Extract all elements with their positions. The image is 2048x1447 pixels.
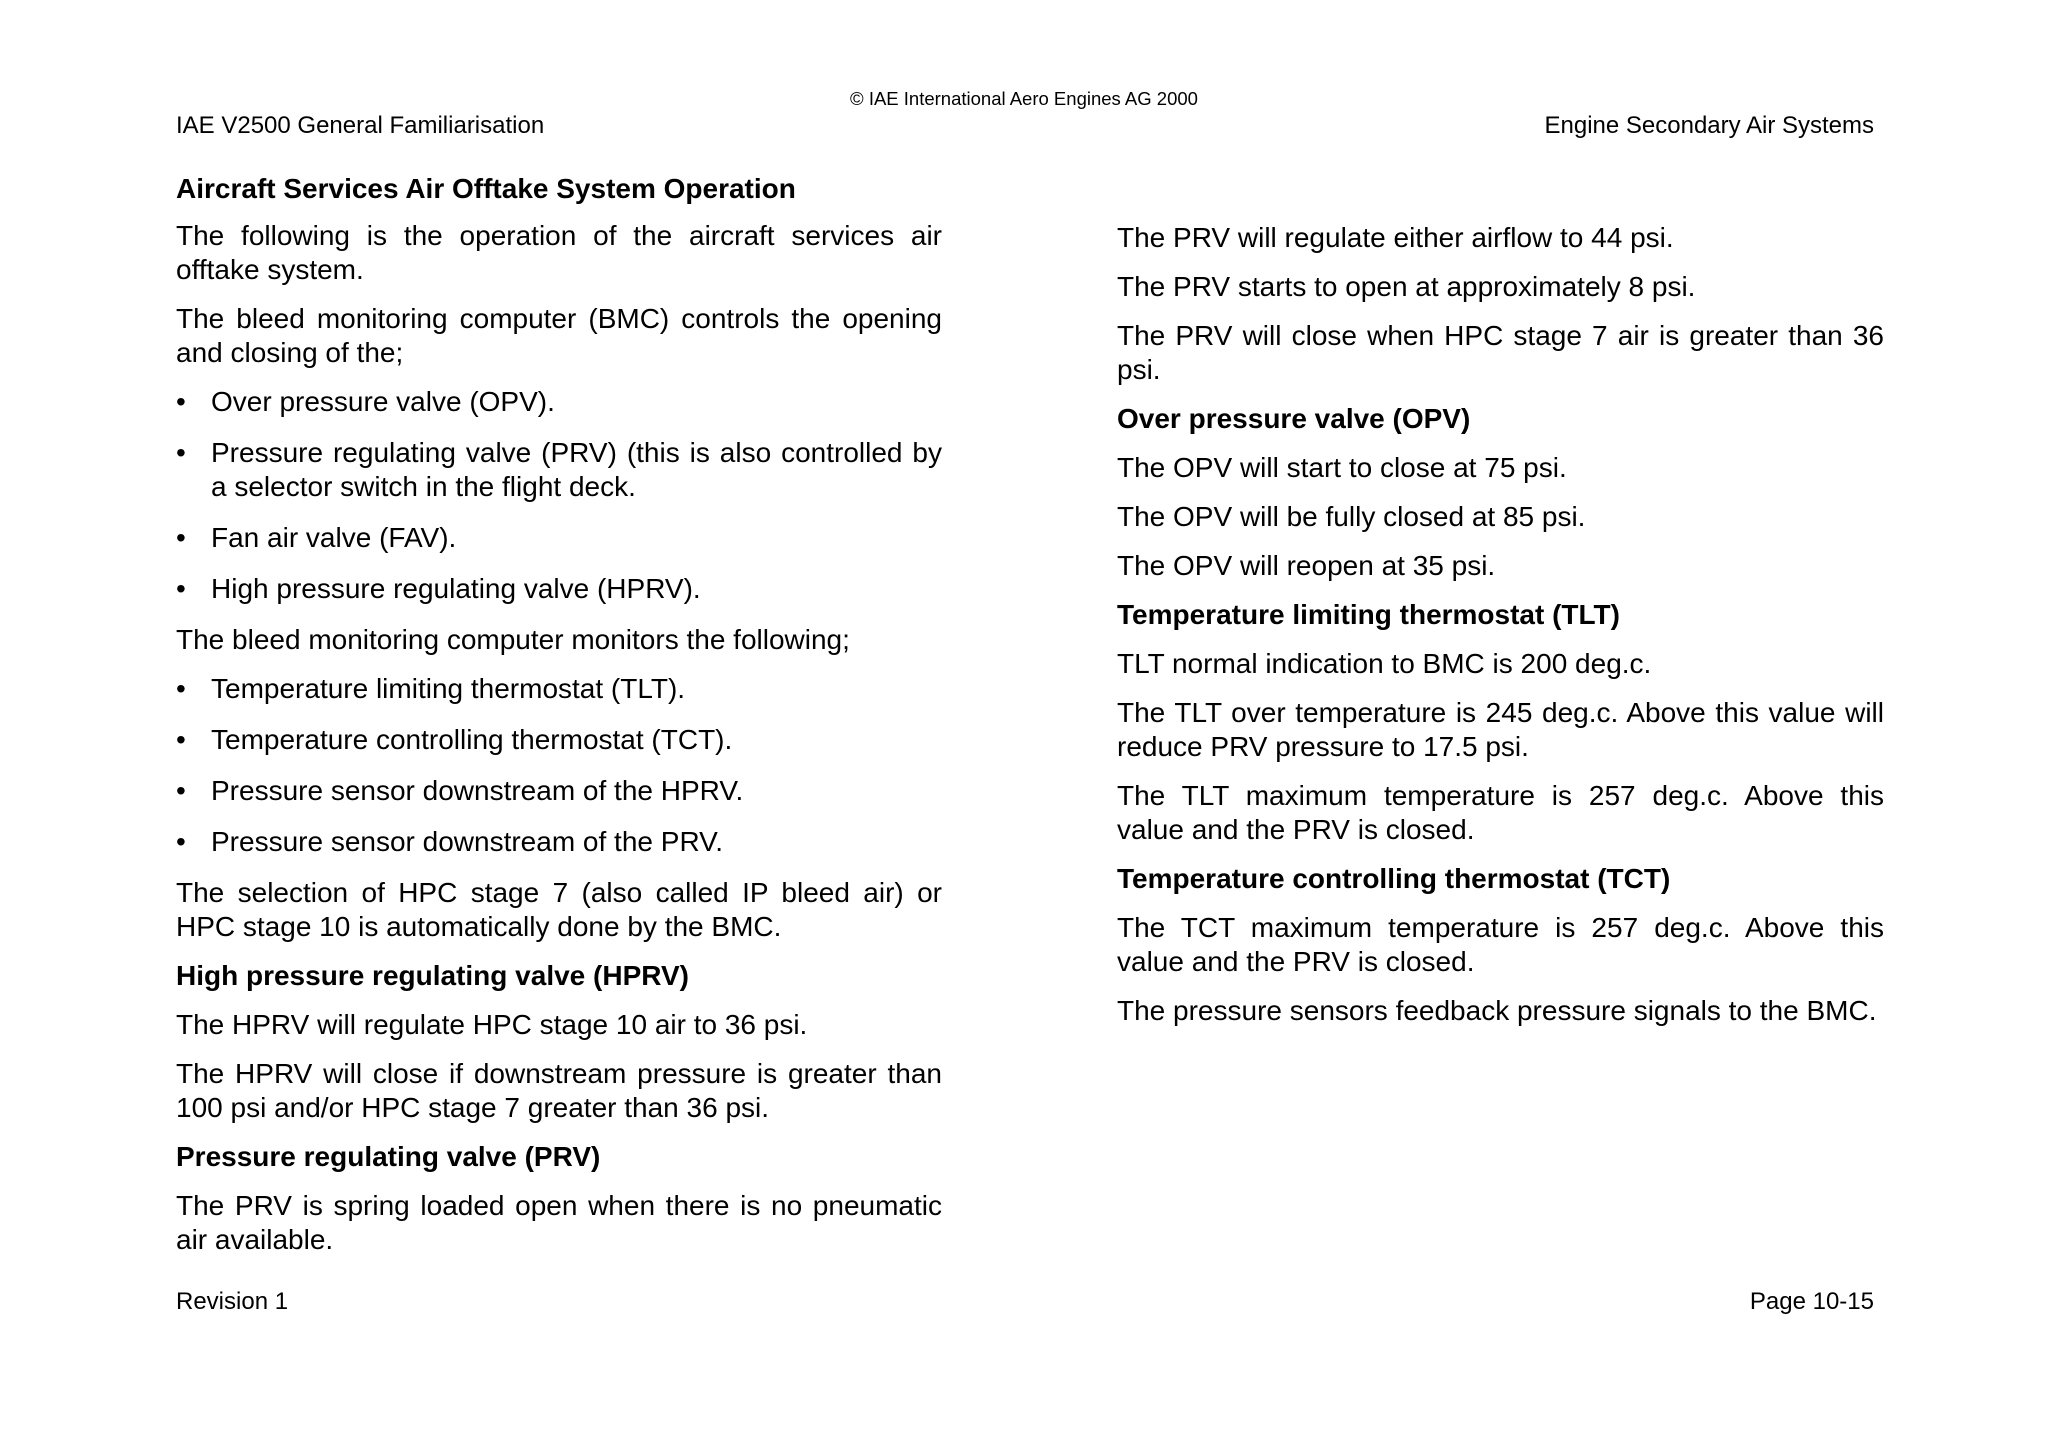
paragraph: The bleed monitoring computer (BMC) controls the opening and closing of the; xyxy=(176,303,942,368)
copyright-notice: © IAE International Aero Engines AG 2000 xyxy=(850,88,1198,109)
left-column xyxy=(176,172,942,1272)
list-item: • High pressure regulating valve (HPRV). xyxy=(176,573,701,604)
paragraph: The HPRV will regulate HPC stage 10 air to 36 psi. xyxy=(176,1009,808,1040)
subheading-opv: Over pressure valve (OPV) xyxy=(1117,403,1471,434)
subheading-tct: Temperature controlling thermostat (TCT) xyxy=(1117,863,1671,894)
bullet-icon: • xyxy=(176,775,186,806)
section-title: Aircraft Services Air Offtake System Operation xyxy=(176,173,796,204)
bullet-icon: • xyxy=(176,386,186,417)
paragraph: The OPV will start to close at 75 psi. xyxy=(1117,452,1567,483)
paragraph: The TCT maximum temperature is 257 deg.c. Above this value and the PRV is closed. xyxy=(1117,912,1884,977)
paragraph: The OPV will be fully closed at 85 psi. xyxy=(1117,501,1586,532)
paragraph: The PRV will regulate either airflow to 44 psi. xyxy=(1117,222,1674,253)
paragraph: The TLT over temperature is 245 deg.c. Above this value will reduce PRV pressure to 17.5 psi. xyxy=(1117,697,1884,762)
list-item: • Fan air valve (FAV). xyxy=(176,522,457,553)
subheading-tlt: Temperature limiting thermostat (TLT) xyxy=(1117,599,1620,630)
footer-page-number: Page 10-15 xyxy=(1749,1288,1874,1315)
bullet-icon: • xyxy=(176,673,186,704)
paragraph: TLT normal indication to BMC is 200 deg.c. xyxy=(1117,648,1652,679)
list-item: • Pressure sensor downstream of the HPRV. xyxy=(176,775,744,806)
header-document-title: IAE V2500 General Familiarisation xyxy=(176,112,545,139)
bullet-icon: • xyxy=(176,522,186,553)
paragraph: The HPRV will close if downstream pressure is greater than 100 psi and/or HPC stage 7 greater than 36 psi. xyxy=(176,1058,942,1123)
paragraph: The pressure sensors feedback pressure signals to the BMC. xyxy=(1117,995,1877,1026)
paragraph: The PRV starts to open at approximately 8 psi. xyxy=(1117,271,1696,302)
paragraph: The TLT maximum temperature is 257 deg.c. Above this value and the PRV is closed. xyxy=(1117,780,1884,845)
paragraph: The selection of HPC stage 7 (also called IP bleed air) or HPC stage 10 is automatically done by the BMC. xyxy=(176,877,942,942)
controlled-valves-list xyxy=(176,385,942,606)
bullet-icon: • xyxy=(176,437,186,468)
bullet-icon: • xyxy=(176,724,186,755)
paragraph: The PRV is spring loaded open when there is no pneumatic air available. xyxy=(176,1190,942,1255)
bullet-icon: • xyxy=(176,573,186,604)
bullet-icon: • xyxy=(176,826,186,857)
subheading-hprv: High pressure regulating valve (HPRV) xyxy=(176,960,689,991)
subheading-prv: Pressure regulating valve (PRV) xyxy=(176,1141,601,1172)
paragraph: The bleed monitoring computer monitors the following; xyxy=(176,624,850,655)
list-item: • Pressure sensor downstream of the PRV. xyxy=(176,826,724,857)
paragraph: The PRV will close when HPC stage 7 air is greater than 36 psi. xyxy=(1117,320,1884,385)
footer-revision: Revision 1 xyxy=(176,1288,289,1315)
paragraph: The OPV will reopen at 35 psi. xyxy=(1117,550,1496,581)
list-item: • Temperature controlling thermostat (TCT). xyxy=(176,724,733,755)
list-item: • Temperature limiting thermostat (TLT). xyxy=(176,673,686,704)
list-item: • Over pressure valve (OPV). xyxy=(176,386,555,417)
header-chapter-title: Engine Secondary Air Systems xyxy=(1544,112,1874,139)
monitored-items-list xyxy=(176,672,942,859)
right-column xyxy=(1117,221,1884,1043)
paragraph: The following is the operation of the aircraft services air offtake system. xyxy=(176,220,942,285)
list-item: • Pressure regulating valve (PRV) (this is also controlled by a selector switch in the flight deck. xyxy=(176,437,942,502)
